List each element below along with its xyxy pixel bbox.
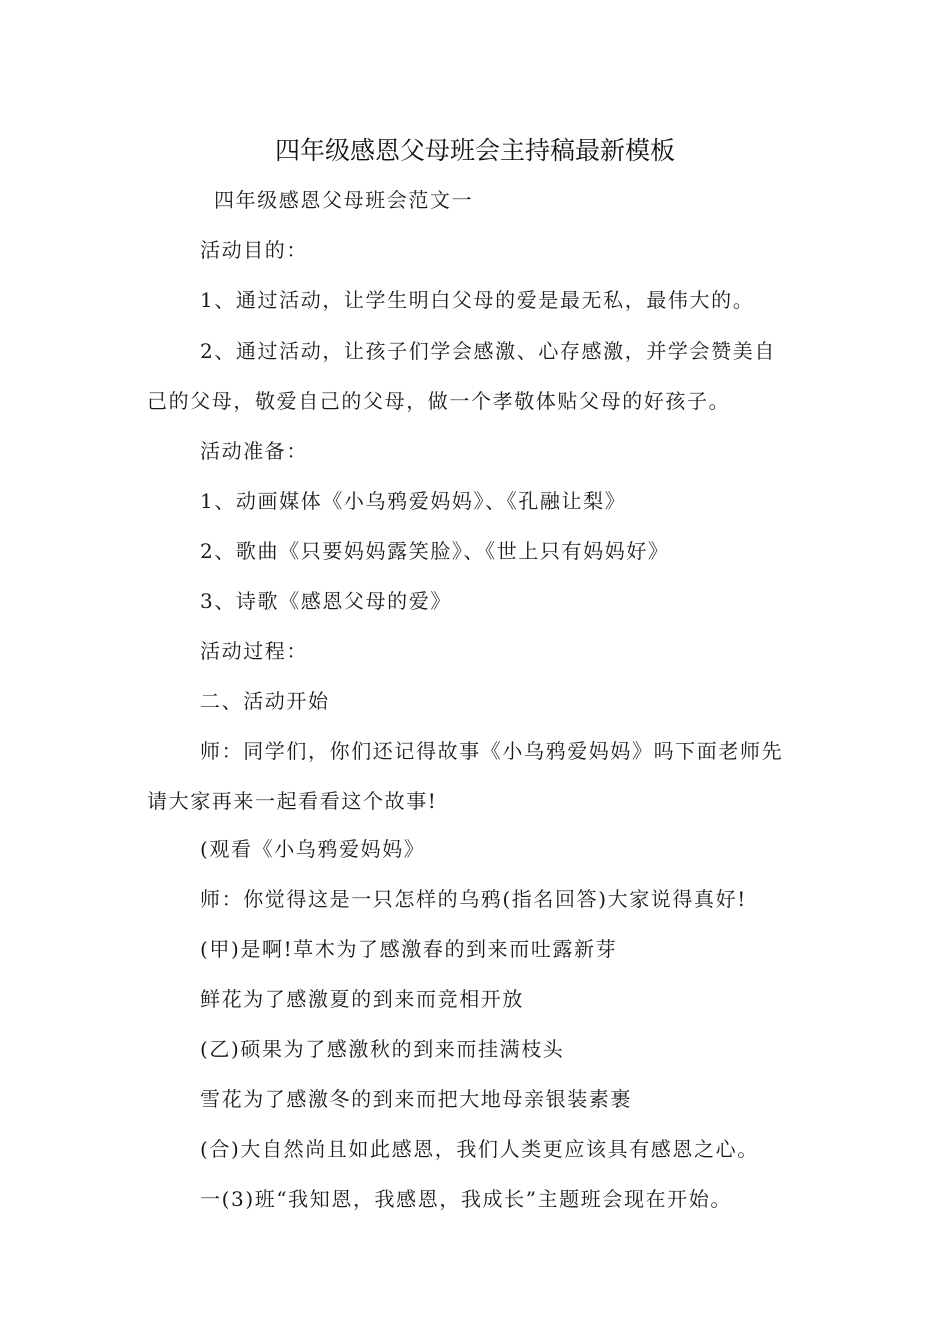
paragraph-teacher-2: 师：你觉得这是一只怎样的乌鸦(指名回答)大家说得真好! — [200, 887, 747, 911]
paragraph-host-b-line-2: 雪花为了感激冬的到来而把大地母亲银装素裹 — [200, 1087, 632, 1111]
paragraph-watch: (观看《小乌鸦爱妈妈》 — [200, 837, 426, 861]
paragraph-goal-2-continued: 己的父母，敬爱自己的父母，做一个孝敬体贴父母的好孩子。 — [147, 389, 731, 413]
paragraph-host-a: (甲)是啊!草木为了感激春的到来而吐露新芽 — [200, 937, 618, 961]
paragraph-activity-start: 二、活动开始 — [200, 689, 330, 713]
paragraph-goal-1: 1、通过活动，让学生明白父母的爱是最无私，最伟大的。 — [200, 288, 755, 312]
paragraph-host-b: (乙)硕果为了感激秋的到来而挂满枝头 — [200, 1037, 565, 1061]
paragraph-meeting-start: 一(3)班“我知恩，我感恩，我成长”主题班会现在开始。 — [200, 1187, 732, 1211]
paragraph-goal-2: 2、通过活动，让孩子们学会感激、心存感激，并学会赞美自 — [200, 339, 776, 363]
paragraph-prep-1: 1、动画媒体《小乌鸦爱妈妈》、《孔融让梨》 — [200, 489, 627, 513]
paragraph-teacher-1-continued: 请大家再来一起看看这个故事! — [147, 789, 438, 813]
paragraph-section-heading: 四年级感恩父母班会范文一 — [214, 188, 474, 212]
paragraph-process-heading: 活动过程： — [200, 639, 308, 663]
paragraph-prep-heading: 活动准备： — [200, 439, 308, 463]
paragraph-teacher-1: 师：同学们，你们还记得故事《小乌鸦爱妈妈》吗下面老师先 — [200, 739, 784, 763]
paragraph-prep-2: 2、歌曲《只要妈妈露笑脸》、《世上只有妈妈好》 — [200, 539, 670, 563]
paragraph-goal-heading: 活动目的： — [200, 238, 308, 262]
paragraph-together: (合)大自然尚且如此感恩，我们人类更应该具有感恩之心。 — [200, 1137, 759, 1161]
document-title: 四年级感恩父母班会主持稿最新模板 — [274, 136, 675, 165]
paragraph-host-a-line-2: 鲜花为了感激夏的到来而竞相开放 — [200, 987, 524, 1011]
paragraph-prep-3: 3、诗歌《感恩父母的爱》 — [200, 589, 452, 613]
